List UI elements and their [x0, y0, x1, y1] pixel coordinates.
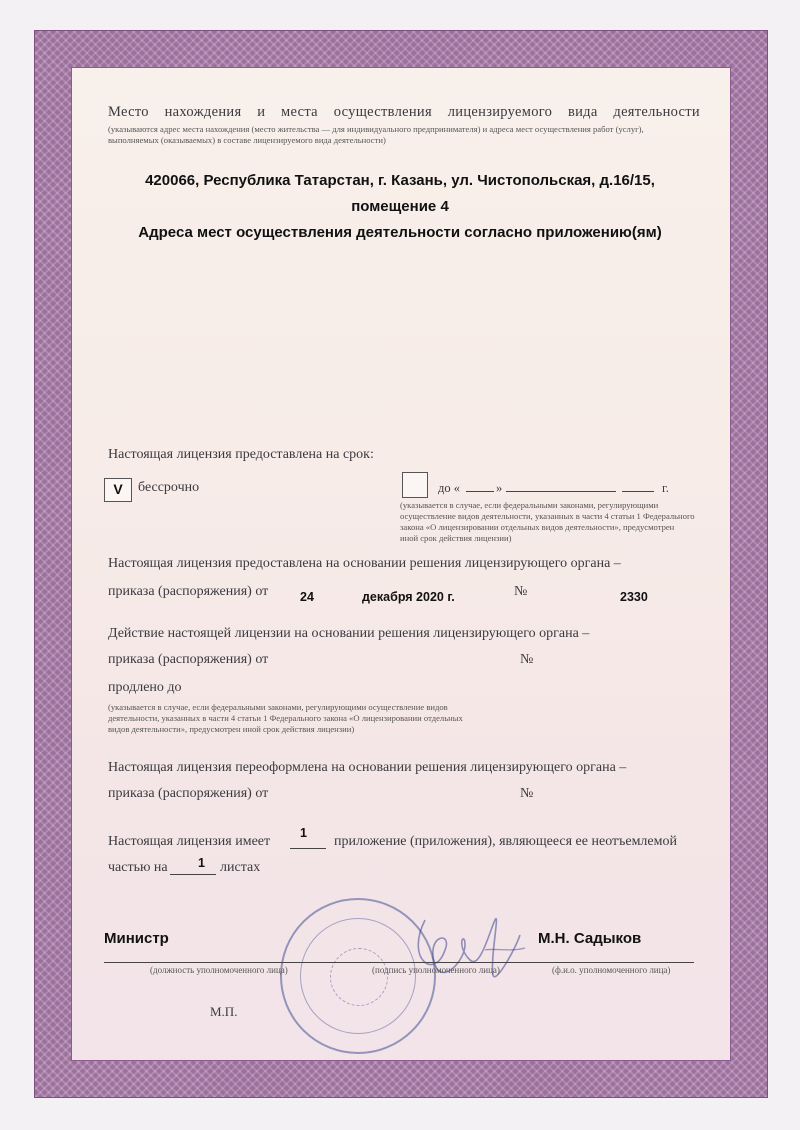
seal-place: М.П. [210, 1004, 238, 1019]
caption-position: (должность уполномоченного лица) [150, 965, 288, 975]
basis-number: 2330 [620, 590, 648, 604]
until-date-checkbox[interactable] [402, 472, 428, 498]
checkbox-mark: V [113, 481, 123, 497]
option-unlimited-label: бессрочно [138, 480, 200, 495]
reissue-line-2: приказа (распоряжения) от [108, 786, 269, 801]
until-day-line [466, 478, 494, 492]
term-heading: Настоящая лицензия предоставлена на срок: [108, 447, 374, 462]
extension-note-line: видов деятельности», предусмотрен иной срок действия лицензии) [108, 724, 355, 734]
basis-line-1: Настоящая лицензия предоставлена на основании решения лицензирующего органа – [108, 556, 621, 571]
signatory-position: Министр [104, 930, 169, 947]
address-line-1: 420066, Республика Татарстан, г. Казань, ул. Чистопольская, д.16/15, [145, 172, 655, 189]
location-heading: Место нахождения и места осуществления лицензируемого вида деятельности [108, 104, 700, 120]
caption-name: (ф.и.о. уполномоченного лица) [552, 965, 671, 975]
extension-note-line: (указывается в случае, если федеральными законами, регулирующими осуществление видов [108, 702, 448, 712]
reissue-line-1: Настоящая лицензия переоформлена на основании решения лицензирующего органа – [108, 760, 627, 775]
appendix-line2-prefix: частью на [108, 860, 168, 875]
address-line-2: помещение 4 [351, 198, 449, 215]
until-year-line [622, 478, 654, 492]
until-note-line: закона «О лицензировании отдельных видов деятельности», предусмотрен [400, 522, 675, 532]
signature-scribble [395, 890, 535, 1000]
extension-line-2: приказа (распоряжения) от [108, 652, 269, 667]
until-month-line [506, 478, 616, 492]
until-note [400, 500, 710, 544]
until-note-line: (указывается в случае, если федеральными законами, регулирующими [400, 500, 659, 510]
sheets-line [170, 858, 216, 875]
sheets-count: 1 [198, 856, 205, 870]
appendix-prefix: Настоящая лицензия имеет [108, 834, 271, 849]
extended-until-label: продлено до [108, 680, 182, 695]
appendix-count-line [290, 832, 326, 849]
extension-note [108, 702, 528, 735]
basis-month-year: декабря 2020 г. [362, 590, 455, 604]
extension-line-1: Действие настоящей лицензии на основании решения лицензирующего органа – [108, 626, 590, 641]
address-line-3: Адреса мест осуществления деятельности согласно приложению(ям) [138, 224, 662, 241]
basis-number-sign: № [514, 584, 528, 599]
unlimited-checkbox[interactable] [104, 478, 132, 502]
signatory-name: М.Н. Садыков [538, 930, 642, 947]
until-mid: » [496, 481, 503, 495]
signature-line [104, 950, 694, 963]
appendix-line2-suffix: листах [220, 860, 261, 875]
until-suffix: г. [662, 481, 669, 495]
until-note-line: осуществление видов деятельности, указанных в части 4 статьи 1 Федерального [400, 511, 695, 521]
appendix-suffix: приложение (приложения), являющееся ее неотъемлемой [334, 834, 677, 849]
basis-line-2: приказа (распоряжения) от [108, 584, 269, 599]
reissue-number-sign: № [520, 786, 534, 801]
until-note-line: иной срок действия лицензии) [400, 533, 512, 543]
appendix-count: 1 [300, 826, 307, 840]
extension-number-sign: № [520, 652, 534, 667]
extension-note-line: деятельности, указанных в части 4 статьи 1 Федерального закона «О лицензировании отдельных [108, 713, 463, 723]
location-note-1: (указываются адрес места нахождения (место жительства — для индивидуального предпринимателя) и адреса мест осуществления работ (услуг), [108, 124, 644, 134]
until-prefix: до « [438, 481, 460, 495]
basis-day: 24 [300, 590, 314, 604]
caption-signature: (подпись уполномоченного лица) [372, 965, 500, 975]
location-note-2: выполняемых (оказываемых) в составе лицензируемого вида деятельности) [108, 135, 386, 145]
